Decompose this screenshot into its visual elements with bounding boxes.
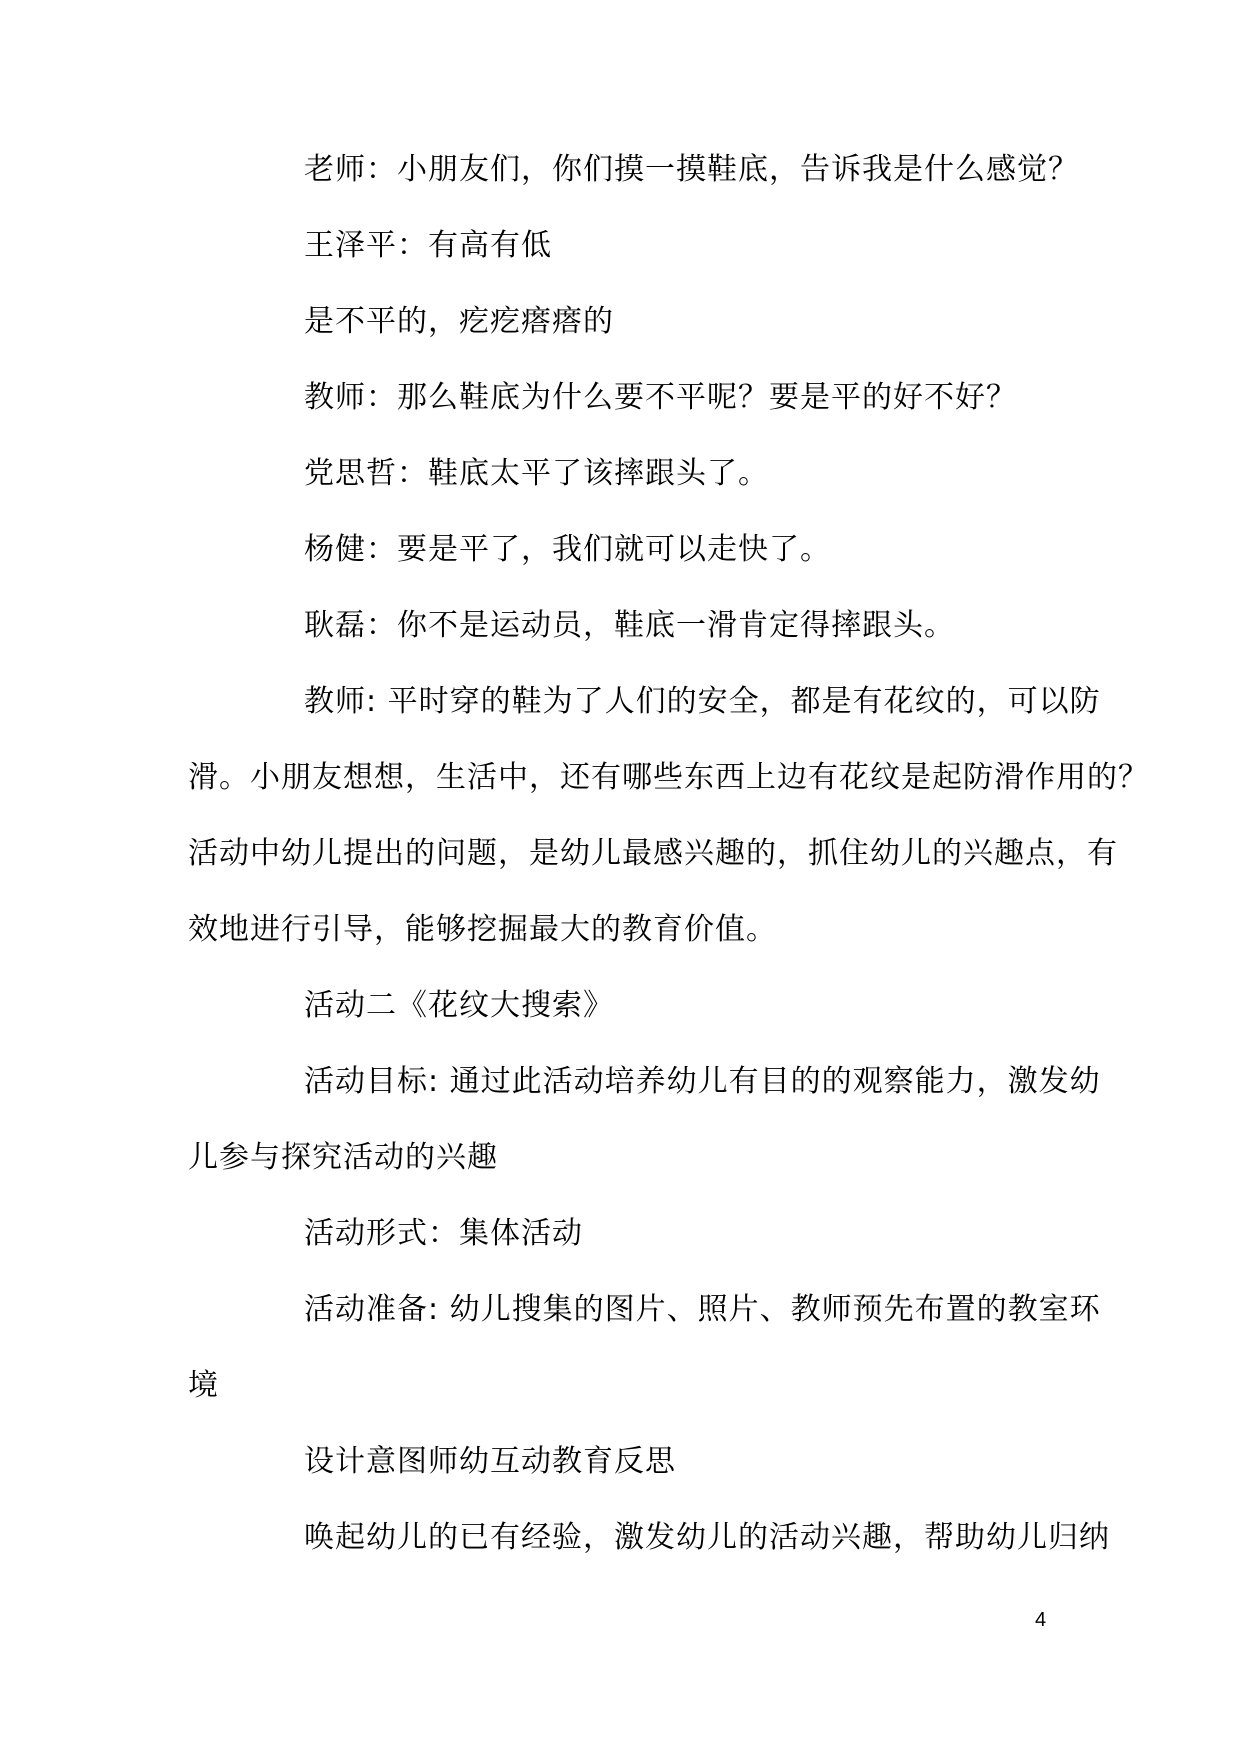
text-line-evoke-experience: 唤起幼儿的已有经验，激发幼儿的活动兴趣，帮助幼儿归纳 xyxy=(304,1520,1110,1555)
text-line-yang-jian: 杨健：要是平了，我们就可以走快了。 xyxy=(304,532,831,567)
text-line-wang-zeping: 王泽平：有高有低 xyxy=(304,228,552,263)
text-line-teacher-safety: 教师: 平时穿的鞋为了人们的安全，都是有花纹的，可以防 xyxy=(304,684,1101,719)
text-line-activity-goal-cont: 儿参与探究活动的兴趣 xyxy=(188,1140,498,1175)
text-line-geng-lei: 耿磊：你不是运动员，鞋底一滑肯定得摔跟头。 xyxy=(304,608,955,643)
page-number: 4 xyxy=(1035,1609,1047,1631)
text-line-activity-form: 活动形式：集体活动 xyxy=(304,1216,583,1251)
text-line-reflection-2: 效地进行引导，能够挖掘最大的教育价值。 xyxy=(188,912,777,947)
text-line-activity-goal: 活动目标: 通过此活动培养幼儿有目的的观察能力，激发幼 xyxy=(304,1064,1101,1099)
text-line-antislip-question: 滑。小朋友想想，生活中，还有哪些东西上边有花纹是起防滑作用的？ xyxy=(188,760,1149,795)
text-line-activity-prep-cont: 境 xyxy=(188,1368,219,1403)
text-line-teacher-why: 教师：那么鞋底为什么要不平呢？要是平的好不好？ xyxy=(304,380,1017,415)
text-line-activity-prep: 活动准备: 幼儿搜集的图片、照片、教师预先布置的教室环 xyxy=(304,1292,1101,1327)
text-line-dang-sizhe: 党思哲：鞋底太平了该摔跟头了。 xyxy=(304,456,769,491)
text-line-teacher-question: 老师：小朋友们，你们摸一摸鞋底，告诉我是什么感觉？ xyxy=(304,152,1079,187)
section-heading-activity-two: 活动二《花纹大搜索》 xyxy=(304,988,614,1023)
text-line-bumpy: 是不平的，疙疙瘩瘩的 xyxy=(304,304,614,339)
text-line-design-columns: 设计意图师幼互动教育反思 xyxy=(304,1444,676,1479)
text-line-reflection-1: 活动中幼儿提出的问题，是幼儿最感兴趣的，抓住幼儿的兴趣点，有 xyxy=(188,836,1118,871)
